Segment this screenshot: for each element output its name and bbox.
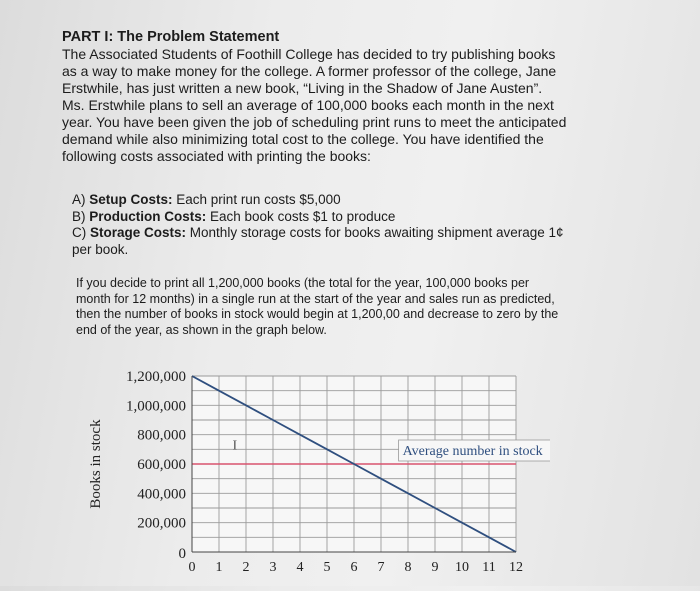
x-tick-label: 8 [405,560,412,575]
y-tick-label: 200,000 [137,516,186,532]
cost-label: Storage Costs: [90,225,186,240]
x-tick-label: 1 [216,560,223,575]
average-label: Average number in stock [403,444,543,459]
x-tick-label: 10 [455,560,469,575]
cost-label: Setup Costs: [89,192,172,207]
cost-prefix: C) [72,225,86,240]
x-tick-label: 4 [297,560,304,575]
cost-item-storage [72,225,567,258]
stock-chart-svg [80,360,550,586]
x-tick-label: 6 [351,560,358,575]
cost-prefix: B) [72,209,86,224]
annotation-cursor: I [233,438,238,453]
x-tick-label: 5 [324,560,331,575]
x-tick-label: 9 [432,560,439,575]
x-tick-label: 12 [509,560,523,575]
stock-chart [80,360,550,586]
y-axis-title: Books in stock [88,419,104,509]
cost-text: Monthly storage costs for books awaiting shipment average 1¢ per book. [72,225,564,257]
cost-prefix: A) [72,192,86,207]
x-tick-label: 7 [378,560,385,575]
y-tick-label: 800,000 [137,428,186,444]
x-tick-label: 2 [243,560,250,575]
scenario-paragraph: If you decide to print all 1,200,000 books (the total for the year, 100,000 books per month for 12 months) in a single run at the start of the year and sales run as predicted, then the number of books in stock would begin at 1,200,00 and decrease to zero by the end of the year, as shown in the graph below. [76,276,566,338]
intro-paragraph: The Associated Students of Foothill College has decided to try publishing books as a way to make money for the college. A former professor of the college, Jane Erstwhile, has just written a new book, “Living in the Shadow of Jane Austen”. Ms. Erstwhile plans to sell an average of 100,000 books each month in the next year. You have been given the job of scheduling print runs to meet the anticipated demand while also minimizing total cost to the college. You have identified the following costs associated with printing the books: [62,46,567,165]
cost-item-setup [72,192,567,209]
cost-item-production [72,209,567,226]
cost-label: Production Costs: [89,209,206,224]
x-tick-label: 3 [270,560,277,575]
problem-heading: PART I: The Problem Statement [62,28,567,46]
cost-text: Each book costs $1 to produce [206,209,395,224]
y-tick-label-origin: 0 [179,546,187,562]
y-tick-label: 600,000 [137,457,186,473]
y-tick-label: 1,000,000 [126,398,186,414]
y-tick-label: 1,200,000 [126,369,186,385]
cost-text: Each print run costs $5,000 [173,192,341,207]
x-tick-label: 0 [189,560,196,575]
cost-list [72,192,567,258]
y-tick-label: 400,000 [137,486,186,502]
x-tick-label: 11 [482,560,495,575]
